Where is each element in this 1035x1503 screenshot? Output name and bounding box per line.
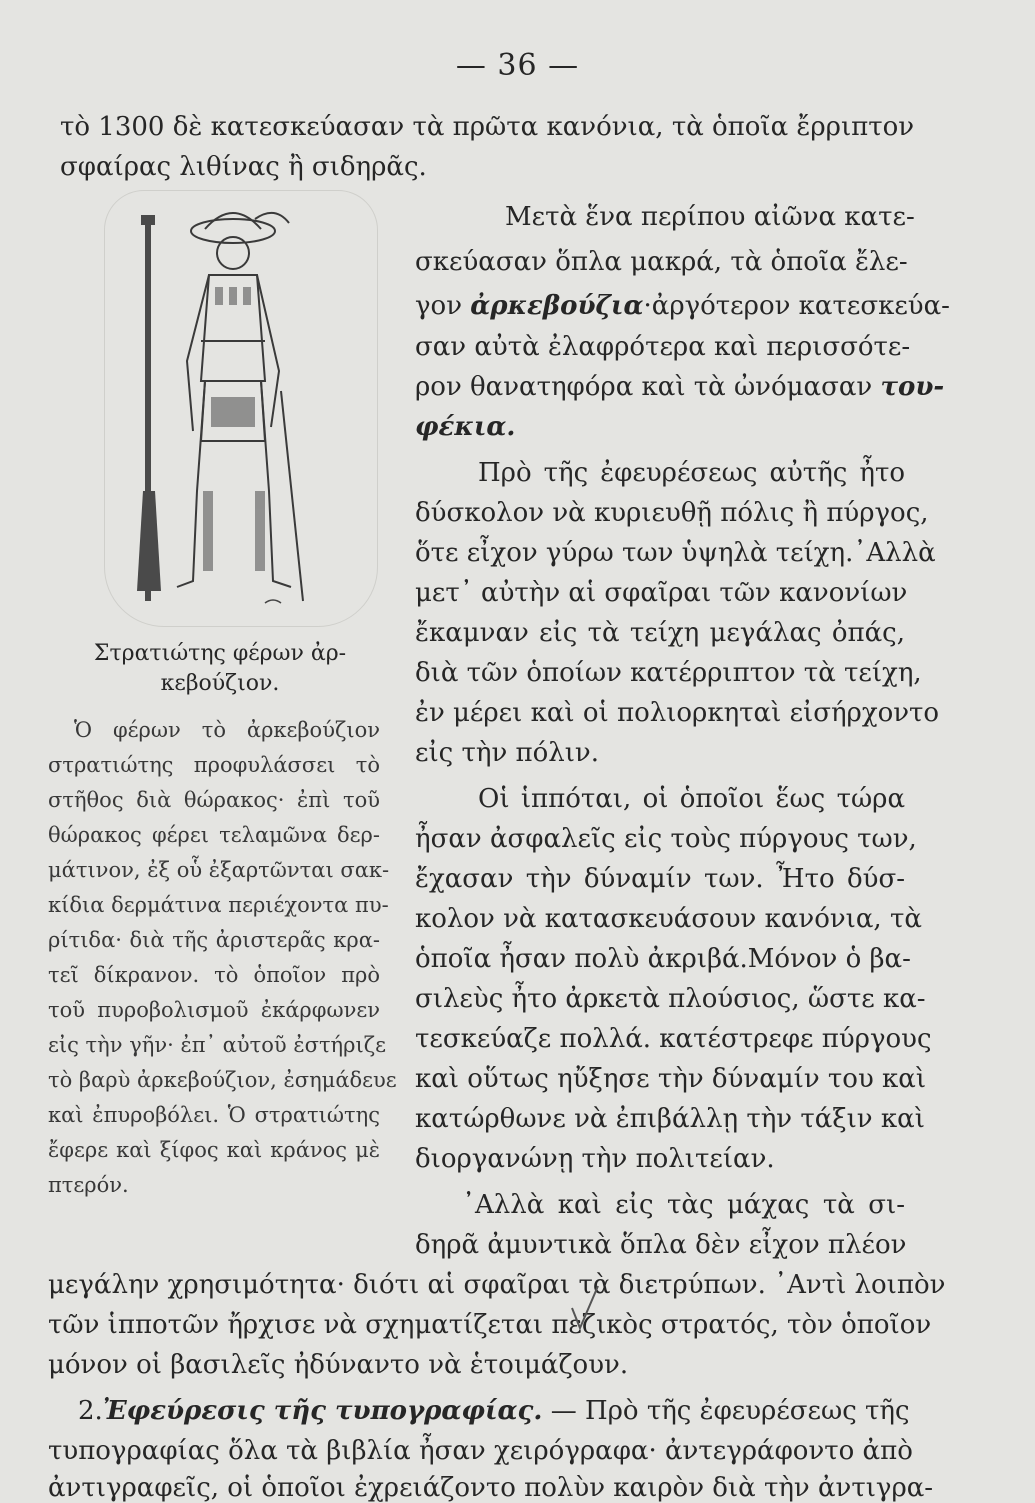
paragraph-line: σαν αὐτὰ ἐλαφρότερα καὶ περισσότε-: [415, 332, 911, 362]
paragraph-line: γον ἀρκεβούζια·ἀργότερον κατεσκεύα-: [415, 291, 950, 321]
sidebar-line: ρίτιδα· διὰ τῆς ἀριστερᾶς κρα-: [48, 928, 380, 952]
intro-line-1: τὸ 1300 δὲ κατεσκεύασαν τὰ πρῶτα κανόνια, τὰ ὁποῖα ἔρριπτον: [60, 112, 915, 142]
paragraph-line: μόνον οἱ βασιλεῖς ἠδύναντο νὰ ἑτοιμάζουν.: [48, 1350, 629, 1380]
sidebar-line: ἔφερε καὶ ξίφος καὶ κράνος μὲ: [48, 1138, 380, 1162]
paragraph-line: ἔχασαν τὴν δύναμίν των. Ἦτο δύσ-: [415, 864, 905, 894]
paragraph-line: ρον θανατηφόρα καὶ τὰ ὠνόμασαν του-: [415, 372, 945, 402]
sidebar-line: πτερόν.: [48, 1173, 129, 1197]
figure-caption-line-1: Στρατιώτης φέρων ἀρ-: [93, 641, 347, 666]
paragraph-line: Πρὸ τῆς ἐφευρέσεως αὐτῆς ἦτο: [478, 458, 905, 488]
paragraph-line: εἰς τὴν πόλιν.: [415, 738, 600, 768]
sidebar-line: τοῦ πυροβολισμοῦ ἐκάρφωνεν: [48, 998, 380, 1022]
sidebar-line: θώρακος φέρει τελαμῶνα δερ-: [48, 823, 380, 847]
paragraph-line: ὅτε εἶχον γύρω των ὑψηλὰ τείχη.᾿Αλλὰ: [415, 538, 936, 568]
paragraph-line: τῶν ἱπποτῶν ἤρχισε νὰ σχηματίζεται πεζικὸς στρατός, τὸν ὁποῖον: [48, 1310, 932, 1340]
paragraph-line: ἦσαν ἀσφαλεῖς εἰς τοὺς πύργους των,: [415, 824, 917, 854]
page-number: — 36 —: [455, 48, 580, 83]
paragraph-line: ἐν μέρει καὶ οἱ πολιορκηταὶ εἰσήρχοντο: [415, 698, 940, 728]
intro-line-2: σφαίρας λιθίνας ἢ σιδηρᾶς.: [60, 152, 427, 182]
paragraph-line: ὁποῖα ἦσαν πολὺ ἀκριβά.Μόνον ὁ βα-: [415, 944, 911, 974]
paragraph-line: δηρᾶ ἀμυντικὰ ὅπλα δὲν εἶχον πλέον: [415, 1230, 907, 1260]
paragraph-line: διὰ τῶν ὁποίων κατέρριπτον τὰ τείχη,: [415, 658, 922, 688]
sidebar-line: καὶ ἐπυροβόλει. Ὁ στρατιώτης: [48, 1103, 380, 1127]
paragraph-line: Μετὰ ἕνα περίπου αἰῶνα κατε-: [505, 202, 915, 232]
paragraph-line: δύσκολον νὰ κυριευθῇ πόλις ἢ πύργος,: [415, 498, 929, 528]
sidebar-line: Ὁ φέρων τὸ ἀρκεβούζιον: [74, 718, 380, 742]
paragraph-line: φέκια.: [415, 412, 516, 442]
paragraph-line: καὶ οὕτως ηὔξησε τὴν δύναμίν του καὶ: [415, 1064, 927, 1094]
paragraph-line: σκεύασαν ὅπλα μακρά, τὰ ὁποῖα ἔλε-: [415, 247, 908, 277]
section-number: 2.: [78, 1396, 103, 1426]
handwritten-check-mark: [566, 1282, 602, 1332]
paragraph-line: ᾿Αλλὰ καὶ εἰς τὰς μάχας τὰ σι-: [462, 1190, 905, 1220]
paragraph-line: τεσκεύαζε πολλά. κατέστρεφε πύργους: [415, 1024, 932, 1054]
paragraph-line: Οἱ ἱππόται, οἱ ὁποῖοι ἕως τώρα: [478, 784, 905, 814]
sidebar-line: τὸ βαρὺ ἀρκεβούζιον, ἐσημάδευε: [48, 1068, 397, 1092]
paragraph-line: τυπογραφίας ὅλα τὰ βιβλία ἦσαν χειρόγραφα· ἀντεγράφοντο ἀπὸ: [48, 1436, 913, 1466]
term-arkebouzia: ἀρκεβούζια: [470, 291, 644, 321]
soldier-drawing: [105, 191, 377, 626]
paragraph-line: σιλεὺς ἦτο ἀρκετὰ πλούσιος, ὥστε κα-: [415, 984, 926, 1014]
sidebar-line: εἰς τὴν γῆν· ἐπ᾽ αὐτοῦ ἐστήριζε: [48, 1033, 386, 1057]
section-heading-line: 2.Ἐφεύρεσις τῆς τυπογραφίας. — Πρὸ τῆς ἐφευρέσεως τῆς: [78, 1396, 910, 1426]
term-toufekia: του-: [880, 372, 945, 402]
paragraph-line: μετ᾽ αὐτὴν αἱ σφαῖραι τῶν κανονίων: [415, 578, 908, 608]
paragraph-line: κολον νὰ κατασκευάσουν κανόνια, τὰ: [415, 904, 922, 934]
soldier-illustration: [104, 190, 378, 627]
paragraph-line: ἀντιγραφεῖς, οἱ ὁποῖοι ἐχρειάζοντο πολὺν καιρὸν διὰ τὴν ἀντιγρα-: [48, 1473, 934, 1503]
paragraph-line: ἔκαμναν εἰς τὰ τείχη μεγάλας ὀπάς,: [415, 618, 905, 648]
sidebar-line: στῆθος διὰ θώρακος· ἐπὶ τοῦ: [48, 788, 380, 812]
sidebar-line: στρατιώτης προφυλάσσει τὸ: [48, 753, 380, 777]
sidebar-line: μάτινον, ἐξ οὗ ἐξαρτῶνται σακ-: [48, 858, 390, 882]
figure-caption-line-2: κεβούζιον.: [160, 671, 280, 696]
paragraph-line: διοργανώνῃ τὴν πολιτείαν.: [415, 1144, 775, 1174]
paragraph-line: κατώρθωνε νὰ ἐπιβάλλῃ τὴν τάξιν καὶ: [415, 1104, 925, 1134]
section-heading: Ἐφεύρεσις τῆς τυπογραφίας.: [102, 1396, 543, 1426]
sidebar-line: τεῖ δίκρανον. τὸ ὁποῖον πρὸ: [48, 963, 380, 987]
paragraph-line: μεγάλην χρησιμότητα· διότι αἱ σφαῖραι τὰ διετρύπων. ᾿Αντὶ λοιπὸν: [48, 1270, 946, 1300]
sidebar-line: κίδια δερμάτινα περιέχοντα πυ-: [48, 893, 389, 917]
